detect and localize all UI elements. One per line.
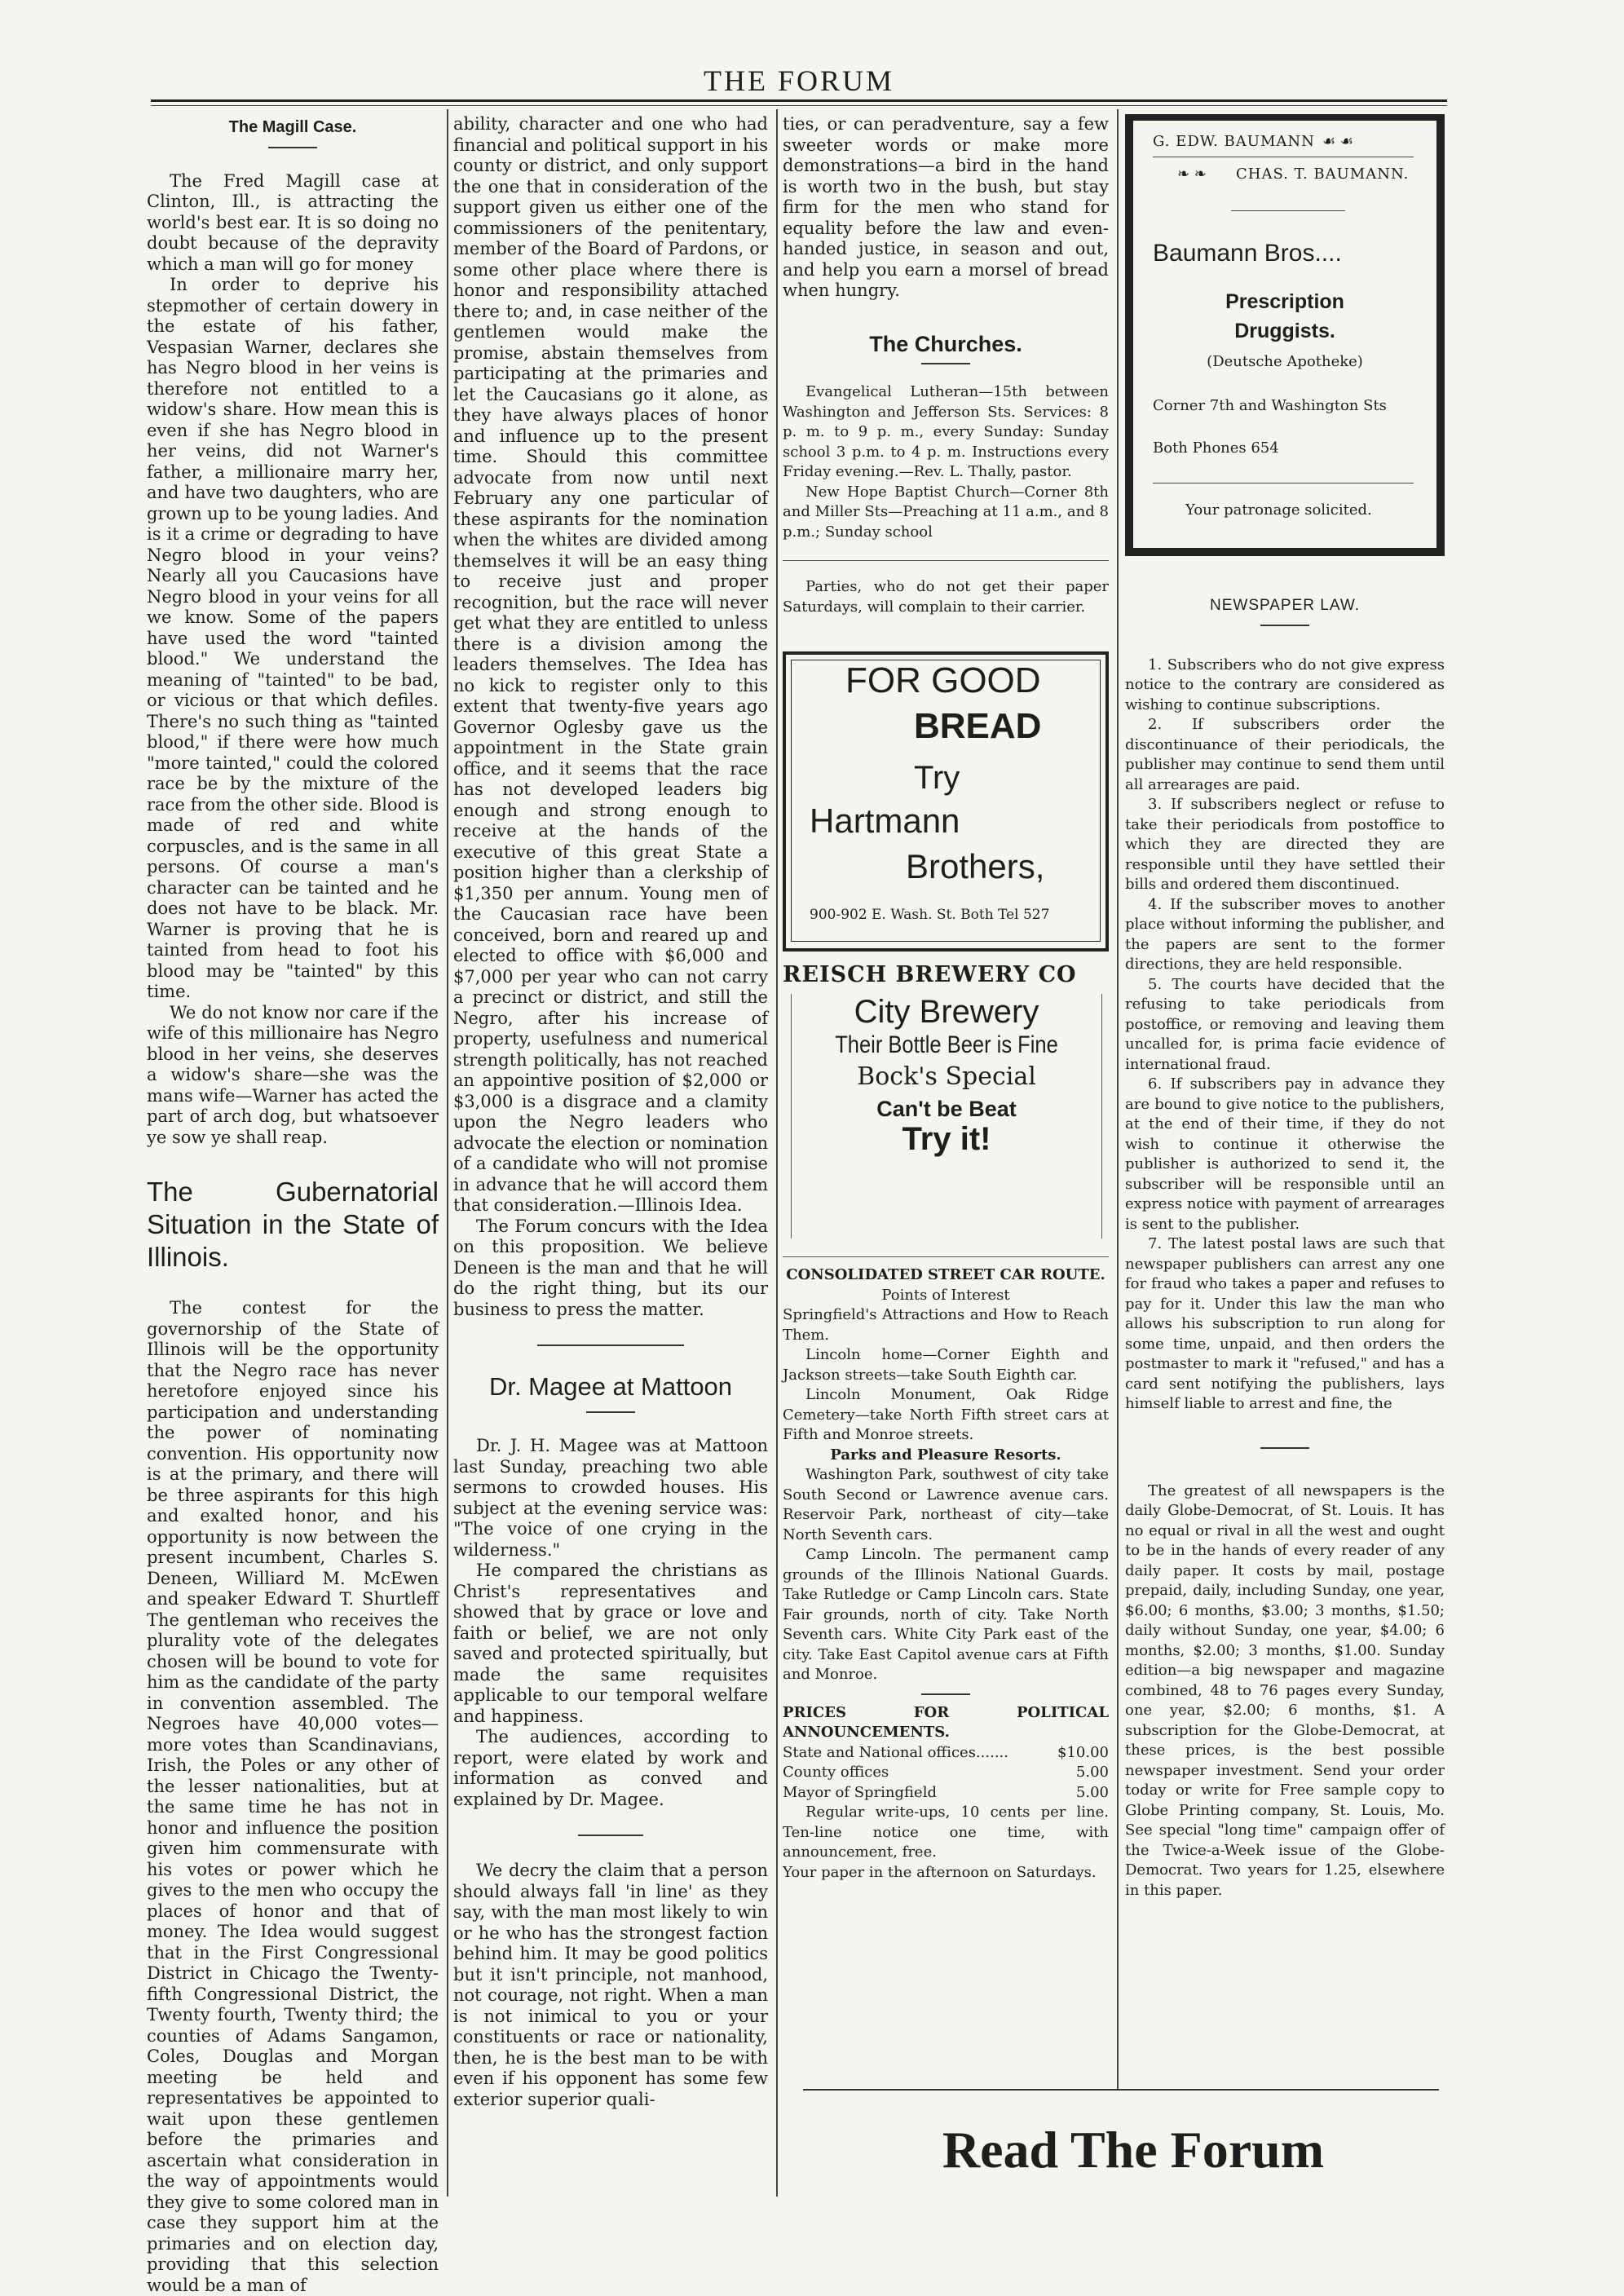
price-row: County offices 5.00: [783, 1764, 1109, 1781]
bread-ad-line-2: BREAD: [914, 706, 1042, 746]
magee-heading: Dr. Magee at Mattoon: [488, 1372, 733, 1401]
divider: [921, 363, 970, 364]
price-row: Mayor of Springfield 5.00: [783, 1783, 1109, 1801]
parks-heading: Parks and Pleasure Resorts.: [830, 1446, 1061, 1464]
streetcar-item-1: Lincoln home—Corner Eighth and Jackson streets—take South Eighth car.: [783, 1346, 1109, 1384]
divider: [1260, 625, 1309, 626]
brewery-ad-line-2: City Brewery: [854, 994, 1039, 1030]
brewery-ad-line-4: Bock's Special: [857, 1062, 1036, 1091]
magee-paragraph-1: Dr. J. H. Magee was at Mattoon last Sunday, preaching two able sermons to crowded houses. His subject at the evening service was: "The voice of one crying in the wilderness.": [453, 1436, 768, 1560]
baumann-line-1: Prescription: [1225, 290, 1344, 313]
column-3: [783, 114, 1109, 1883]
decry-paragraph: We decry the claim that a person should always fall 'in line' as they say, with the man most likely to win or he who has the strongest faction behind him. It may be good politics but it isn't principle, not manhood, not courage, not right. When a man is not inimical to you or your constituents or race or nationality, then, he is the best man to be with even if his opponent has some few exterior superior quali-: [453, 1861, 768, 2109]
law-item-1: 1. Subscribers who do not give express notice to the contrary are considered as wishing to continue subscriptions.: [1125, 656, 1445, 713]
ornament-icon: ❧ ❧: [1177, 166, 1207, 183]
divider: [537, 1344, 684, 1346]
divider: [586, 1411, 635, 1413]
brewery-ad-line-5: Can't be Beat: [876, 1096, 1017, 1121]
streetcar-item-2: Lincoln Monument, Oak Ridge Cemetery—take North Fifth street cars at Fifth and Monroe streets.: [783, 1386, 1109, 1443]
globe-democrat-notice: The greatest of all newspapers is the daily Globe-Democrat, of St. Louis. It has no equal or rival in all the west and ought to be in the hands of every reader of any daily paper. It costs by mail, postage prepaid, daily, including Sunday, one year, $6.00; 6 months, $3.00; 3 months, $1.50; daily without Sunday, one year, $4.00; 6 months, $2.00; 3 months, $1.00. Sunday edition—a big newspaper and magazine combined, 48 to 76 pages every Sunday, one year, $2.00; 6 months, $1. A subscription for the Globe-Democrat, at these prices, is the best possible newspaper investment. Send your order today or write for Free sample copy to Globe Printing company, St. Louis, Mo. See special "long time" campaign offer of the Twice-a-Week issue of the Globe-Democrat. Two years for 1.25, elsewhere in this paper.: [1125, 1481, 1445, 1899]
law-item-2: 2. If subscribers order the discontinuance of their periodicals, the publisher may continue to send them until all arrearages are paid.: [1125, 716, 1445, 793]
streetcar-subheading: Points of Interest: [881, 1286, 1010, 1304]
baumann-bros-ad: [1125, 114, 1445, 556]
parks-item-2: Camp Lincoln. The permanent camp grounds of the Illinois National Guards. Take Rutledge or Camp Lincoln cars. State Fair grounds, north of city. Take North Seventh cars. White City Park east of the city. Take East Capitol avenue cars at Fifth and Monroe.: [783, 1546, 1109, 1683]
magill-heading: The Magill Case.: [228, 118, 357, 136]
bread-ad-address: 900-902 E. Wash. St. Both Tel 527: [810, 907, 1050, 923]
churches-heading: The Churches.: [869, 331, 1022, 356]
law-item-7: 7. The latest postal laws are such that newspaper publishers can arrest any one for fraud who takes a paper and refuses to pay for it. Under this law the man who allows his subscription to run along for some time, unpaid, and then orders the postmaster to mark it "refused," and has a card sent notifying the publishers, lays himself liable to arrest and fine, the: [1125, 1235, 1445, 1412]
magill-paragraph-1: The Fred Magill case at Clinton, Ill., is attracting the world's best ear. It is so doing no doubt because of the depravity which a man will go for money: [147, 170, 439, 274]
divider: [578, 1835, 643, 1836]
ornament-icon: ☙ ☙: [1322, 133, 1353, 150]
column-rule-3: [1117, 109, 1119, 2091]
newspaper-law-heading: NEWSPAPER LAW.: [1210, 597, 1360, 614]
brewery-ad-line-6: Try it!: [902, 1121, 991, 1157]
divider: [921, 1693, 970, 1695]
read-the-forum-banner: Read The Forum: [942, 2121, 1325, 2179]
baumann-name-2: CHAS. T. BAUMANN.: [1236, 166, 1410, 183]
law-item-5: 5. The courts have decided that the refusing to take periodicals from postoffice, or removing and leaving them uncalled for, is prima facie evidence of international fraud.: [1125, 975, 1445, 1073]
bread-ad-line-4: Hartmann: [810, 801, 960, 840]
masthead-rule-thin: [151, 105, 1447, 106]
magee-paragraph-3: The audiences, according to report, were elated by work and information as conved and explained by Dr. Magee.: [453, 1727, 768, 1809]
divider: [1260, 1447, 1309, 1449]
column-rule-2: [776, 109, 778, 2197]
forum-concurs: The Forum concurs with the Idea on this proposition. We believe Deneen is the man and that he will do the right thing, but its our business to press the matter.: [453, 1216, 768, 1319]
bread-ad-line-1: FOR GOOD: [845, 660, 1041, 700]
church-lutheran: Evangelical Lutheran—15th between Washington and Jefferson Sts. Services: 8 p. m. to 9 p. m., every Sunday: Sunday school 3 p.m. to 4 p. m. Instructions every Friday evening.—Rev. L. Thally, pastor.: [783, 383, 1109, 480]
masthead-rule: [151, 99, 1447, 102]
parties-notice: Parties, who do not get their paper Saturdays, will complain to their carrier.: [783, 578, 1109, 616]
gubernatorial-heading: The Gubernatorial Situation in the State of Illinois.: [147, 1177, 439, 1272]
divider: [268, 147, 317, 148]
bread-ad-line-3: Try: [914, 760, 960, 796]
price-row: State and National offices....... $10.00: [783, 1743, 1109, 1761]
streetcar-heading: CONSOLIDATED STREET CAR ROUTE.: [786, 1266, 1105, 1283]
church-baptist: New Hope Baptist Church—Corner 8th and Miller Sts—Preaching at 11 a.m., and 8 p.m.; Sunday school: [783, 483, 1109, 541]
column-4: [1125, 114, 1445, 1901]
law-item-6: 6. If subscribers pay in advance they are bound to give notice to the publishers, at the end of their time, if they do not wish to continue it otherwise the publisher is authorized to send it, the subscriber will be responsible until an express notice with payment of arrearages is sent to the publisher.: [1125, 1075, 1445, 1233]
streetcar-intro: Springfield's Attractions and How to Reach Them.: [783, 1306, 1109, 1344]
baumann-line-2: Druggists.: [1234, 320, 1335, 342]
baumann-name-1: G. EDW. BAUMANN: [1153, 133, 1315, 150]
bread-ad-line-5: Brothers,: [906, 847, 1045, 885]
gubernatorial-paragraph: The contest for the governorship of the State of Illinois will be the opportunity that the Negro race has never heretofore enjoyed since his participation and understanding the power of nominating convention. His opportunity now is at the primary, and there will be three aspirants for this high and exalted honor, and his opportunity is now between the present incumbent, Charles S. Deneen, Williard M. McEwen and speaker Edward T. Shurtleff The gentleman who receives the plurality vote of the delegates chosen will be bound to vote for him as the candidate of the party in convention assembled. The Negroes have 40,000 votes—more votes than Scandinavians, Irish, the Poles or any other of the lesser nationalities, but at the same time he has not in honor and influence the position given him commensurate with his votes or power which he gives to the men who occupy the places of honor and that of money. The Idea would suggest that in the First Congressional District in Chicago the Twenty-fifth Congressional District, the Twenty fourth, Twenty third; the counties of Adams Sangamon, Coles, Douglas and Morgan meeting be held and representatives be appointed to wait upon these gentlemen before the primaries and ascertain what consideration in the way of appointments would they give to some colored man in case they support him at the primaries and on election day, providing that this selection would be a man of: [147, 1298, 439, 2295]
brewery-ad-line-1: REISCH BREWERY CO: [783, 962, 1077, 987]
parks-item-1: Washington Park, southwest of city take South Second or Lawrence avenue cars. Reservoir Park, northeast of city—take North Seventh cars.: [783, 1466, 1109, 1543]
brewery-ad-line-3: Their Bottle Beer is Fine: [835, 1031, 1058, 1058]
magill-paragraph-3: We do not know nor care if the wife of this millionaire has Negro blood in her veins, she deserves a widow's share—she was the mans wife—Warner has acted the part of arch dog, but whatsoever ye sow ye shall reap.: [147, 1002, 439, 1147]
magee-paragraph-2: He compared the christians as Christ's representatives and showed that by grace or love and faith or belief, we are not only saved and protected spiritually, but made the same requisites applicable to our temporal welfare and happiness.: [453, 1561, 768, 1726]
reisch-brewery-ad: [783, 962, 1109, 1242]
gubernatorial-continued: ability, character and one who had financial and political support in his county or district, and only support the one that in consideration of the support given us either one of the commissioners of the penitentary, member of the Board of Pardons, or some other place where there is honor and responsibility attached there to; and, in case neither of the gentlemen would make the promise, abstain themselves from participating at the primaries and let the Caucasians go it alone, as they have always places of honor and influence up to the present time. Should this committee advocate from now until next February any one particular of these aspirants for the nomination when the whites are divided among themselves it will be an easy thing to receive just and proper recognition, but the race will never get what they are entitled to unless there is a division among the leaders themselves. The Idea has no kick to register only to this extent that twenty-five years ago Governor Oglesby gave us the appointment in the State grain office, and it seems that the race has not developed leaders big enough and strong enough to receive at the hands of the executive of this great State a position higher than a clerkship of $1,350 per annum. Young men of the Caucasian race have been conceived, born and reared up and elected to office with $6,000 and $7,000 per year who can not carry a precinct or district, and still the Negro, after his increase of property, usefulness and numerical strength politically, has not reached an appointive position of $2,000 or $3,000 is a disgrace and a clamity upon the Negro leaders who advocate the election or nomination of a candidate who will not promise in advance that he will accord them that consideration.—Illinois Idea.: [453, 114, 768, 1215]
prices-heading: PRICES FOR POLITICAL ANNOUNCEMENTS.: [783, 1703, 1109, 1741]
baumann-address: Corner 7th and Washington Sts: [1153, 397, 1387, 414]
magill-paragraph-2: In order to deprive his stepmother of certain dowery in the estate of his father, Vespasian Warner, declares she has Negro blood in her veins is therefore not entitled to a widow's share. How mean this is even if she has Negro blood in her veins, did not Warner's father, a millionaire marry her, and have two daughters, who are grown up to be young ladies. And is it a crime or degrading to have Negro blood in your veins? Nearly all you Caucasions have Negro blood in your veins for all we know. Some of the papers have used the word "tainted blood." We understand the meaning of "tainted" to be bad, or vicious or that which defiles. There's no such thing as "tainted blood," if there were how much "more tainted," could the colored race be by the mixture of the race from the other side. Blood is made of red and white corpuscles, and is the same in all persons. Of course a man's character can be tainted and he does not have to be black. Mr. Warner is proving that he is tainted from head to foot his blood may be "tainted" by this time.: [147, 275, 439, 1001]
baumann-line-3: (Deutsche Apotheke): [1207, 353, 1363, 370]
footer-rule: [803, 2089, 1439, 2091]
column-rule-1: [447, 109, 448, 2197]
baumann-patronage: Your patronage solicited.: [1185, 501, 1372, 519]
prices-note-1: Regular write-ups, 10 cents per line. Ten-line notice one time, with announcement, free.: [783, 1804, 1109, 1861]
decry-continued: ties, or can peradventure, say a few sweeter words or make more demonstrations—a bird in the hand is worth two in the bush, but stay firm for the men who stand for equality before the law and even-handed justice, in season and out, and help you earn a morsel of bread when hungry.: [783, 114, 1109, 300]
baumann-firm: Baumann Bros....: [1153, 240, 1342, 267]
baumann-phones: Both Phones 654: [1153, 439, 1279, 457]
column-2: [453, 114, 768, 2110]
law-item-4: 4. If the subscriber moves to another place without informing the publisher, and the papers are sent to the former directions, they are held responsible.: [1125, 895, 1445, 973]
prices-note-2: Your paper in the afternoon on Saturdays.: [783, 1863, 1097, 1881]
law-item-3: 3. If subscribers neglect or refuse to take their periodicals from postoffice to which they are directed they are responsible until they have settled their bills and ordered them discontinued.: [1125, 796, 1445, 893]
hartmann-bread-ad: [783, 651, 1109, 952]
column-1: [147, 114, 439, 2296]
masthead: THE FORUM: [703, 64, 895, 97]
